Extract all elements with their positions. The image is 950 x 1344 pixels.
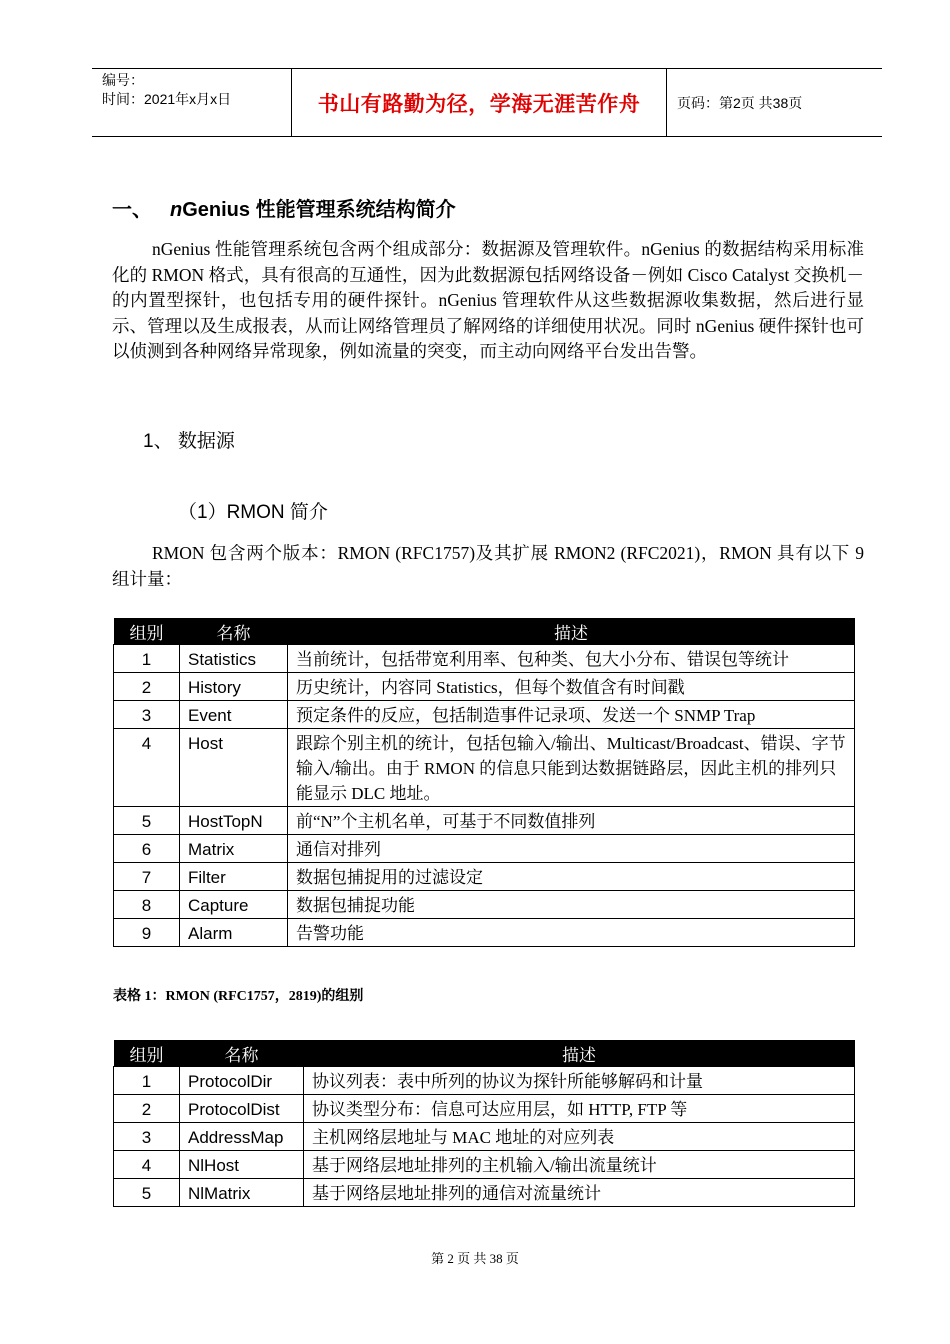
group-number-cell: 1 [114, 645, 180, 673]
group-desc-cell: 数据包捕捉功能 [288, 891, 855, 919]
group-name-cell: History [180, 673, 288, 701]
group-name-cell: Filter [180, 863, 288, 891]
header-page-label: 页码：第2页 共38页 [677, 94, 803, 111]
table-row [114, 673, 855, 701]
group-desc-cell: 基于网络层地址排列的主机输入/输出流量统计 [304, 1151, 855, 1179]
group-desc-cell: 告警功能 [288, 919, 855, 947]
group-desc-cell: 主机网络层地址与 MAC 地址的对应列表 [304, 1123, 855, 1151]
table-row [114, 919, 855, 947]
group-desc-cell: 前“N”个主机名单，可基于不同数值排列 [288, 807, 855, 835]
page-header [92, 68, 882, 137]
group-number-cell: 5 [114, 807, 180, 835]
table-row [114, 807, 855, 835]
col-header-group: 组别 [114, 618, 180, 645]
table-header-row [114, 1040, 855, 1067]
group-desc-cell: 数据包捕捉用的过滤设定 [288, 863, 855, 891]
group-number-cell: 4 [114, 729, 180, 807]
rmon2-groups-table [113, 1040, 855, 1207]
group-desc-cell: 当前统计，包括带宽利用率、包种类、包大小分布、错误包等统计 [288, 645, 855, 673]
table-row [114, 1179, 855, 1207]
table-row [114, 1067, 855, 1095]
group-name-cell: Capture [180, 891, 288, 919]
group-number-cell: 8 [114, 891, 180, 919]
rmon-text: RMON 包含两个版本：RMON (RFC1757)及其扩展 RMON2 (RFC2021)，RMON 具有以下 9 组计量： [112, 543, 864, 589]
section-title: Genius 性能管理系统结构简介 [182, 199, 456, 221]
group-number-cell: 2 [114, 1095, 180, 1123]
time-label: 时间：2021年x月x日 [102, 91, 232, 107]
serial-label: 编号： [102, 72, 144, 88]
group-number-cell: 5 [114, 1179, 180, 1207]
group-desc-cell: 历史统计，内容同 Statistics，但每个数值含有时间戳 [288, 673, 855, 701]
table-row [114, 835, 855, 863]
col-header-name: 名称 [180, 1040, 304, 1067]
subsubsection-heading: （1）RMON 简介 [178, 502, 328, 523]
table-row [114, 1095, 855, 1123]
rmon-groups-table [113, 618, 855, 947]
group-name-cell: Event [180, 701, 288, 729]
group-name-cell: NlMatrix [180, 1179, 304, 1207]
table-row [114, 645, 855, 673]
group-number-cell: 3 [114, 1123, 180, 1151]
table-row [114, 729, 855, 807]
rmon-paragraph [112, 541, 864, 592]
group-desc-cell: 通信对排列 [288, 835, 855, 863]
col-header-desc: 描述 [288, 618, 855, 645]
page-footer: 第 2 页 共 38 页 [431, 1251, 519, 1266]
col-header-group: 组别 [114, 1040, 180, 1067]
group-number-cell: 4 [114, 1151, 180, 1179]
group-name-cell: Alarm [180, 919, 288, 947]
group-name-cell: Statistics [180, 645, 288, 673]
table-row [114, 701, 855, 729]
header-motto: 书山有路勤为径，学海无涯苦作舟 [292, 69, 667, 136]
section-number: 一、 [112, 199, 152, 221]
section-heading [112, 193, 456, 222]
group-number-cell: 2 [114, 673, 180, 701]
group-name-cell: NlHost [180, 1151, 304, 1179]
group-desc-cell: 预定条件的反应，包括制造事件记录项、发送一个 SNMP Trap [288, 701, 855, 729]
intro-text: nGenius 性能管理系统包含两个组成部分：数据源及管理软件。nGenius 的数据结构采用标准化的 RMON 格式，具有很高的互通性，因为此数据源包括网络设备－例如 Cisco Catalyst 交换机－的内置型探针，也包括专用的硬件探针。nGenius 管理软件从这些数据源收集数据，然后进行显示、管理以及生成报表，从而让网络管理员了解网络的详细使用状况。同时 nGenius 硬件探针也可以侦测到各种网络异常现象，例如流量的突变，而主动向网络平台发出告警。 [112, 239, 864, 362]
group-name-cell: AddressMap [180, 1123, 304, 1151]
table-row [114, 1151, 855, 1179]
group-number-cell: 7 [114, 863, 180, 891]
table1-caption: 表格 1：RMON (RFC1757，2819)的组别 [113, 989, 364, 1004]
group-desc-cell: 跟踪个别主机的统计，包括包输入/输出、Multicast/Broadcast、错误、字节输入/输出。由于 RMON 的信息只能到达数据链路层，因此主机的排列只能显示 DLC 地址。 [288, 729, 855, 807]
group-name-cell: ProtocolDir [180, 1067, 304, 1095]
group-desc-cell: 基于网络层地址排列的通信对流量统计 [304, 1179, 855, 1207]
table-row [114, 863, 855, 891]
group-name-cell: Host [180, 729, 288, 807]
group-name-cell: ProtocolDist [180, 1095, 304, 1123]
group-desc-cell: 协议列表：表中所列的协议为探针所能够解码和计量 [304, 1067, 855, 1095]
subsection-heading: 1、 数据源 [143, 431, 235, 452]
header-meta [92, 69, 292, 136]
table-header-row [114, 618, 855, 645]
group-name-cell: HostTopN [180, 807, 288, 835]
section-title-italic: n [170, 199, 183, 221]
group-number-cell: 1 [114, 1067, 180, 1095]
intro-paragraph [112, 237, 864, 365]
group-number-cell: 9 [114, 919, 180, 947]
group-desc-cell: 协议类型分布：信息可达应用层，如 HTTP, FTP 等 [304, 1095, 855, 1123]
table-row [114, 891, 855, 919]
group-number-cell: 3 [114, 701, 180, 729]
group-number-cell: 6 [114, 835, 180, 863]
col-header-name: 名称 [180, 618, 288, 645]
table-row [114, 1123, 855, 1151]
group-name-cell: Matrix [180, 835, 288, 863]
col-header-desc: 描述 [304, 1040, 855, 1067]
